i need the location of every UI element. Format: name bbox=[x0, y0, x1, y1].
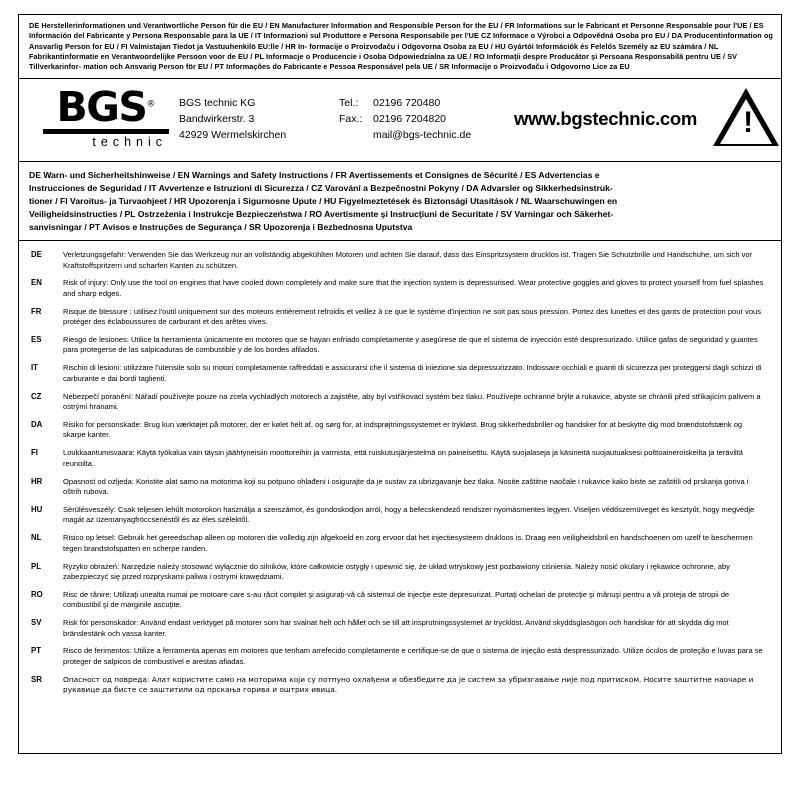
warning-row bbox=[29, 420, 769, 441]
language-code: DA bbox=[31, 419, 43, 429]
warning-row bbox=[29, 477, 769, 498]
language-code: ES bbox=[31, 335, 42, 345]
warning-text: Risk för personskador: Använd endast verktyget på motorer som har svalnat helt och hållet och se till att insprutningssystemet är trycklöst. Använd skyddsglasögon och handskar för att skydda dig mot bränslestänk och vassa kanter. bbox=[63, 618, 729, 638]
language-code: SR bbox=[31, 674, 42, 684]
language-code: CZ bbox=[31, 391, 42, 401]
warning-triangle-icon bbox=[713, 88, 779, 146]
warning-text: Risc de rănire: Utilizaţi unealta numai pe motoare care s-au răcit complet şi asiguraţi-vă că sistemul de injecţie este depresurizat. Purtaţi ochelari de protecţie şi mănuşi pentru a vă proteja de stropii de combustibil şi de marginile ascuţite. bbox=[63, 589, 730, 610]
warning-row bbox=[29, 363, 769, 384]
safety-title-line: tioner / FI Varoitus- ja Turvaohjeet / HR Upozorenja i Sigurnosne Upute / HU Figyelmeztetések és Biztonsági Utasítások / NL Waarschuwingen en bbox=[29, 195, 618, 206]
language-code: HU bbox=[31, 504, 43, 514]
company-band bbox=[19, 79, 781, 161]
telephone-value: 02196 720480 bbox=[373, 96, 441, 109]
header-line: mation och Ansvarig Person för EU / PT Informações do Fabricante e Pessoa Responsável pela UE / SR Informacije o Proizvođaču i Odgovorno Lice za EU bbox=[83, 62, 630, 72]
warning-text: Rischio di lesioni: utilizzare l'utensile solo su motori completamente raffreddati e assicurarsi che il sistema di iniezione sia depressurizzato. Indossare occhiali e guanti di sicurezza per proteggersi dagli schizzi di carburante e dai bordi taglienti. bbox=[63, 363, 762, 383]
warning-list bbox=[19, 241, 781, 713]
language-code: HR bbox=[31, 476, 43, 486]
warning-row bbox=[29, 505, 769, 526]
warning-text: Risque de blessure : utilisez l'outil uniquement sur des moteurs entièrement refroidis et veillez à ce que le système d'injection ne soit pas sous pression. Portez des lunettes et des gants de protection pour vous protéger des éclaboussures de carburant et des arêtes vives. bbox=[63, 306, 761, 327]
manufacturer-info-header bbox=[19, 15, 781, 78]
safety-instructions-title bbox=[19, 162, 781, 240]
warning-row bbox=[29, 675, 769, 695]
warning-row bbox=[29, 562, 769, 583]
fax-row bbox=[339, 111, 504, 127]
company-contact bbox=[339, 95, 504, 144]
warning-row bbox=[29, 278, 769, 299]
telephone-row bbox=[339, 95, 504, 111]
company-address bbox=[179, 95, 329, 144]
language-code: PT bbox=[31, 646, 41, 656]
warning-text: Riesgo de lesiones: Utilice la herramienta únicamente en motores que se hayan enfriado completamente y asegúrese de que el sistema de inyección esté despresurizado. Utilice gafas de seguridad y guantes para protegerse de las salpicaduras de combustible y de los bordes afilados. bbox=[63, 335, 758, 355]
warning-text: Ryzyko obrażeń: Narzędzie należy stosować wyłącznie do silników, które całkowicie ostygły i upewnić się, że układ wtryskowy jest pozbawiony ciśnienia. Należy nosić okulary i rękawice ochronne, aby zabezpieczyć się przed rozpryskami paliwa i ostrymi krawędziami. bbox=[63, 561, 730, 581]
company-street: Bandwirkerstr. 3 bbox=[179, 113, 255, 126]
language-code: EN bbox=[31, 278, 42, 288]
language-code: DE bbox=[31, 250, 42, 260]
language-code: FR bbox=[31, 306, 42, 316]
header-line: DE Herstellerinformationen und Verantwortliche Person für die EU / EN Manufacturer Information and Responsible Person for the EU / FR Informations sur le Fabricant bbox=[29, 21, 620, 30]
logo-text: BGS bbox=[56, 83, 147, 132]
warning-row bbox=[29, 392, 769, 413]
website-link[interactable]: www.bgstechnic.com bbox=[514, 108, 698, 130]
warning-text: Risico op letsel: Gebruik het gereedschap alleen op motoren die volledig zijn afgekoeld en zorg ervoor dat het injectiesysteem drukloos is. Draag een veiligheidsbril en handschoenen om uzelf te beschermen tegen brandstofspatten en scherpe randen. bbox=[63, 533, 753, 553]
language-code: RO bbox=[31, 589, 43, 599]
header-line: CZ Informace o Výrobci a Odpovědná Osoba pro EU / DA Producentinformation og Ansvarlig Person for EU / FI Valmistajan Tiedot ja Vastuuhenkilö EU:lle / HR In- bbox=[29, 31, 773, 51]
registered-trademark-icon: ® bbox=[146, 99, 156, 110]
email-row[interactable] bbox=[339, 127, 504, 143]
safety-title-line: Veiligheidsinstructies / PL Ostrzeżenia i Instrukcje Bezpieczeństwa / RO Avertismente şi Instrucţiuni de Securitate / SV Varningar och Säkerhet- bbox=[29, 208, 614, 219]
language-code: NL bbox=[31, 533, 42, 543]
warning-row bbox=[29, 533, 769, 554]
header-line: voor de EU / PL Informacje o Producencie i Osoba Odpowiedzialna za UE / RO Informaţii despre Producător şi Persoana Responsabilă pentru UE / SV Tillverkarinfor- bbox=[29, 52, 738, 72]
company-name: BGS technic KG bbox=[179, 96, 256, 109]
warning-text: Risiko for personskade: Brug kun værktøjet på motorer, der er kølet helt af, og sørg for, at indsprøjtningssystemet er trykløst. Brug sikkerhedsbriller og handsker for at beskytte dig mod brændstofstænk og skarpe kanter. bbox=[63, 419, 743, 440]
safety-title-line: sanvisningar / PT Avisos e Instruções de Segurança / SR Upozorenja i Bezbednosna Uputstva bbox=[29, 222, 413, 233]
exclamation-mark: ! bbox=[743, 105, 754, 139]
logo-wordmark bbox=[56, 83, 156, 132]
language-code: IT bbox=[31, 363, 38, 373]
safety-title-line: Instrucciones de Seguridad / IT Avvertenze e Istruzioni di Sicurezza / CZ Varování a Bezpečnostní Pokyny / DA Advarsler og Sikkerhedsinstruk- bbox=[29, 182, 613, 193]
email-spacer bbox=[339, 127, 373, 143]
warning-row bbox=[29, 448, 769, 469]
header-line: et Personne Responsable pour l'UE / ES Información del Fabricante y Persona Responsable para la UE / IT Informazioni sul Produttore e Persona Responsabile per l'UE bbox=[29, 21, 764, 41]
warning-row bbox=[29, 307, 769, 328]
warning-row bbox=[29, 646, 769, 667]
language-code: FI bbox=[31, 448, 38, 458]
warning-row bbox=[29, 335, 769, 356]
warning-text: Opasnost od ozljeda: Koristite alat samo na motorima koji su potpuno ohlađeni i osigurajte da je sustav za ubrizgavanje bez tlaka. Nosite zaštitne naočale i rukavice kako biste se zaštitili od prskanja goriva i oštrih rubova. bbox=[63, 476, 749, 497]
telephone-label: Tel.: bbox=[339, 96, 359, 109]
warning-triangle bbox=[707, 88, 783, 151]
warning-row bbox=[29, 590, 769, 611]
safety-title-line: DE Warn- und Sicherheitshinweise / EN Warnings and Safety Instructions / FR Avertissements et Consignes de Sécurité / ES Advertencias e bbox=[29, 169, 600, 180]
language-code: PL bbox=[31, 561, 41, 571]
logo-subtext: technic bbox=[92, 135, 167, 150]
fax-label: Fax.: bbox=[339, 113, 363, 126]
warning-text: Опасност од повреда: Алат користите само на моторима који су потпуно охлађени и обезбедите да је систем за убризгавање није под притиском. Носите заштитне наочаре и рукавице да бисте се заштитили од прскања горива и оштрих ивица. bbox=[63, 674, 754, 695]
warning-text: Verletzungsgefahr: Verwenden Sie das Werkzeug nur an vollständig abgekühlten Motoren und achten Sie darauf, dass das Einspritzsystem drucklos ist. Tragen Sie Schutzbrille und Handschuhe, um sich vor Kraftstoffspritzern und scharfen Kanten zu schützen. bbox=[63, 250, 753, 270]
document-frame bbox=[18, 14, 782, 754]
warning-text: Nebezpečí poranění: Nářadí používejte pouze na zcela vychladlých motorech a zajistěte, aby byl vstřikovací systém bez tlaku. Používejte ochranné brýle a rukavice, abyste se chránili před stříkajícím palivem a ostrými hranami. bbox=[63, 391, 761, 412]
warning-text: Risco de ferimentos: Utilize a ferramenta apenas em motores que tenham arrefecido completamente e certifique-se de que o sistema de injeção está despressurizado. Utilize óculos de proteção e luvas para se proteger de salpicos de combustível e arestas afiadas. bbox=[63, 646, 763, 666]
bgs-logo bbox=[29, 83, 169, 150]
fax-value: 02196 7204820 bbox=[373, 113, 446, 126]
company-city: 42929 Wermelskirchen bbox=[179, 129, 287, 142]
header-line: formacije o Proizvođaču i Odgovorna Osoba za EU / HU Gyártói Információk és Felelős Személy az EU számára / NL Fabrikantinformatie en Verantwoordelijke Persoon bbox=[29, 41, 719, 62]
warning-row bbox=[29, 618, 769, 639]
warning-row bbox=[29, 250, 769, 271]
warning-text: Sérülésveszély: Csak teljesen lehűlt motorokon használja a szerszámot, és gondoskodjon arról, hogy a befecskendező rendszer nyomásmentes legyen. Viseljen védőszemüveget és kesztyűt, hogy megvédje magát az üzemanyagfröccsenéstől és az éles szélektől. bbox=[63, 504, 755, 525]
warning-text: Loukkaantumisvaara: Käytä työkalua vain täysin jäähtyneisiin moottoreihin ja varmista, että ruiskutusjärjestelmä on paineisetttu. Käytä suojalaseja ja käsineitä suojautuaksesi polttoaineroiskeilta ja teräviltä reunoilta. bbox=[63, 448, 744, 468]
warning-text: Risk of injury: Only use the tool on engines that have cooled down completely and make sure that the injection system is depressurised. Wear protective goggles and gloves to protect yourself from fuel splashes and sharp edges. bbox=[63, 278, 764, 298]
email-value[interactable]: mail@bgs-technic.de bbox=[373, 129, 472, 142]
language-code: SV bbox=[31, 618, 42, 628]
